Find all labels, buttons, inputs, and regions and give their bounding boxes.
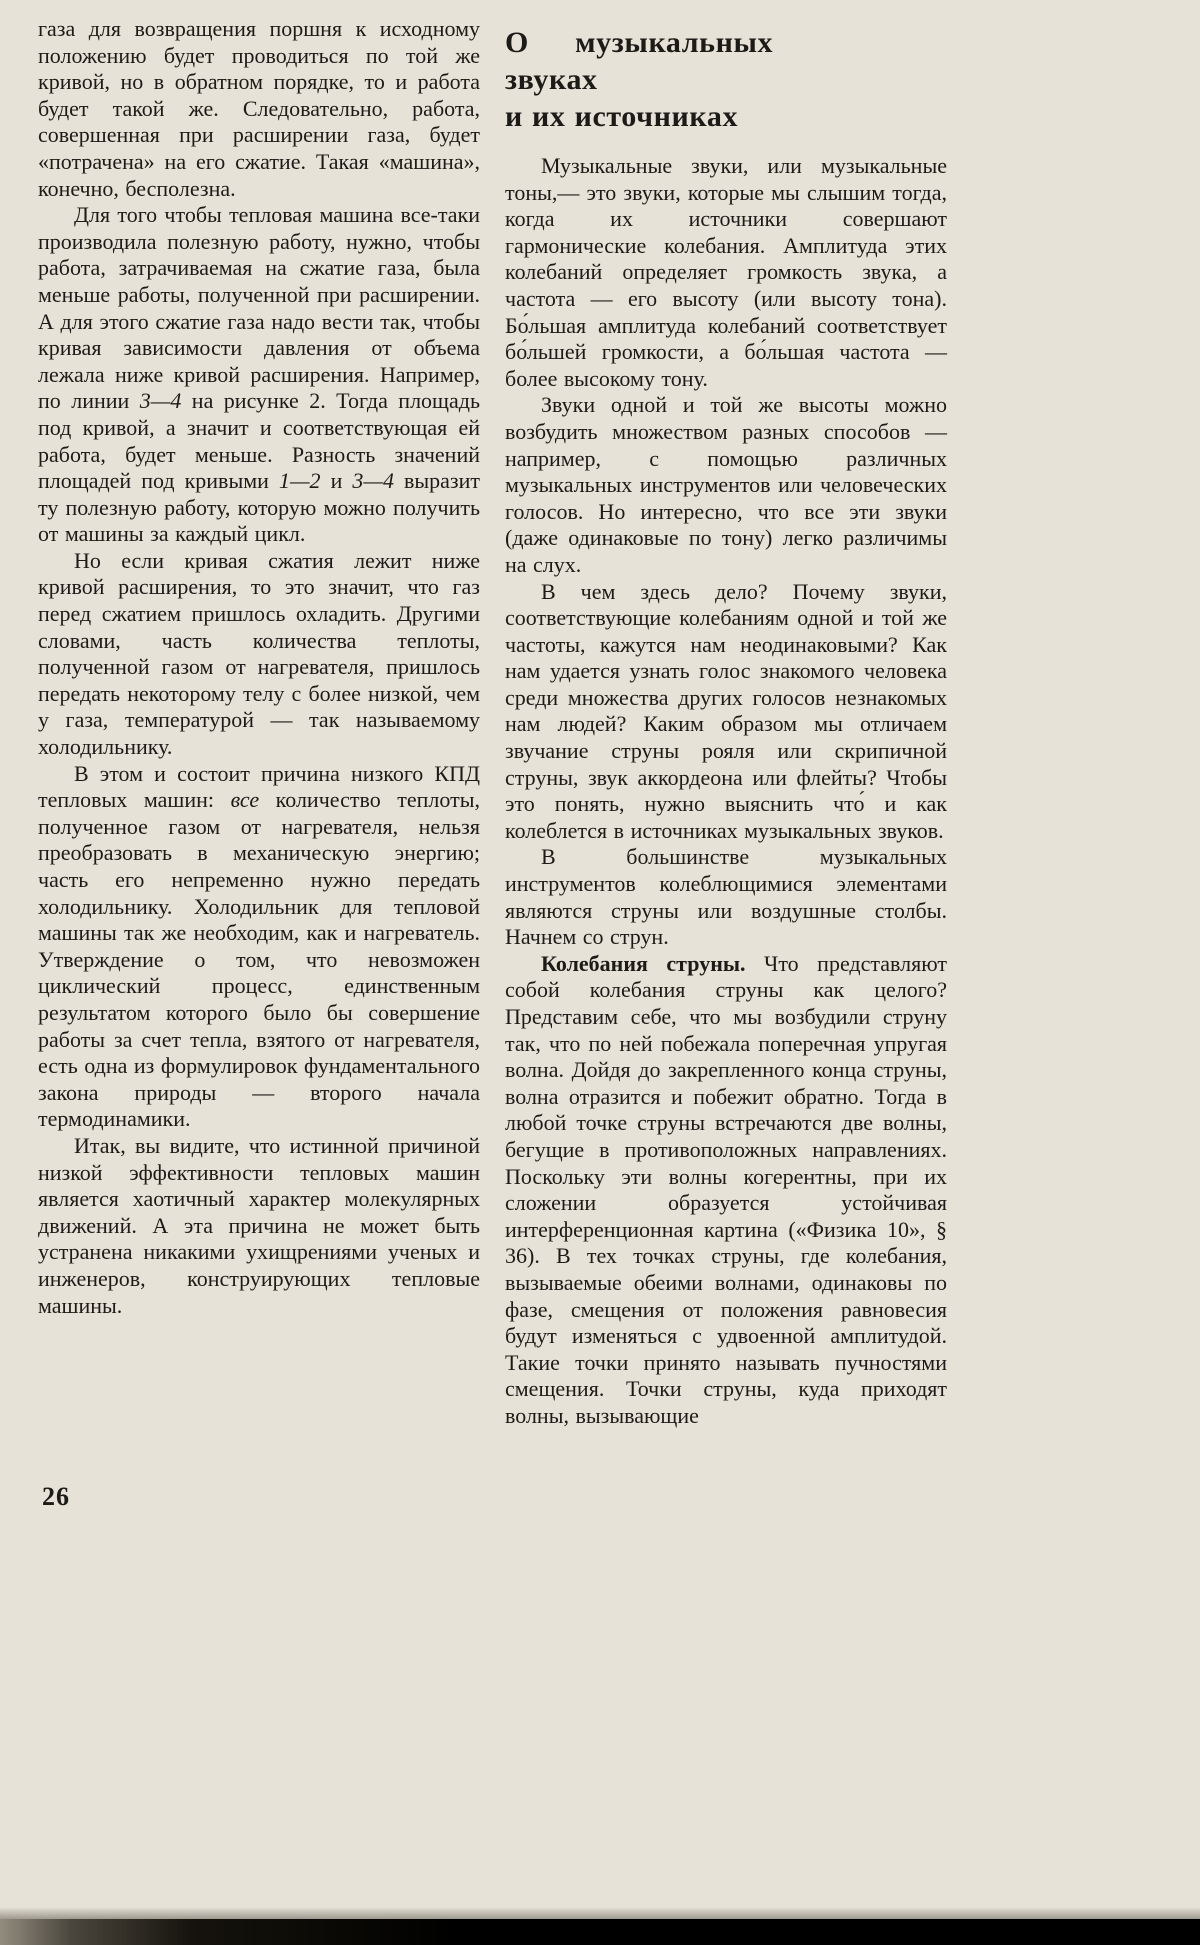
article-title-line-1: О музыкальных bbox=[505, 26, 774, 59]
paragraph bbox=[38, 1133, 480, 1319]
text-run: 1—2 bbox=[278, 468, 321, 494]
text-run: Музыкальные звуки, или музыкальные тоны,— это звуки, которые мы слышим тогда, когда их источники совершают гармонические колебания. Амплитуда этих колебаний определяет громкость звука, а частота — его высоту (или высоту тона). Бо́льшая амплитуда колебаний соответствует бо́льшей громкости, а бо́льшая частота — более высокому тону. bbox=[505, 153, 947, 391]
right-column bbox=[505, 16, 947, 1430]
text-run: Итак, вы видите, что истинной причиной низкой эффективности тепловых машин является хаотичный характер молекулярных движений. А эта причина не может быть устранена никакими ухищрениями ученых и инженеров, конструирующих тепловые машины. bbox=[38, 1132, 480, 1318]
text-run: Что представляют собой колебания струны как целого? Представим себе, что мы возбудили струну так, что по ней побежала поперечная упругая волна. Дойдя до закрепленного конца струны, волна отразится и побежит обратно. Тогда в любой точке струны встречаются две волны, бегущие в противоположных направлениях. Поскольку эти волны когерентны, при их сложении образуется устойчивая интерференционная картина («Физика 10», § 36). В тех точках струны, где колебания, вызываемые обеими волнами, одинаковы по фазе, смещения от положения равновесия будут изменяться с удвоенной амплитудой. Такие точки принято называть пучностями смещения. Точки струны, куда приходят волны, вызывающие bbox=[505, 950, 947, 1428]
paragraph bbox=[38, 761, 480, 1133]
text-run: на рисунке 2. Тогда площадь под кривой, а значит и соответствующая ей работа, будет меньше. Разность значений площадей под кривыми bbox=[38, 388, 480, 494]
paragraph bbox=[505, 153, 947, 392]
right-column-text bbox=[505, 153, 947, 1430]
paragraph bbox=[38, 202, 480, 548]
paragraph bbox=[505, 844, 947, 950]
page-number: 26 bbox=[42, 1482, 70, 1511]
text-run: и bbox=[320, 468, 353, 494]
paragraph bbox=[505, 579, 947, 845]
paragraph bbox=[505, 951, 947, 1430]
article-title-line-3: и их источниках bbox=[505, 100, 739, 133]
paragraph bbox=[505, 392, 947, 578]
text-run: 3—4 bbox=[352, 468, 394, 494]
text-run: Для того чтобы тепловая машина все-таки производила полезную работу, нужно, чтобы работа, затрачиваемая на сжатие газа, была меньше работы, полученной при расширении. А для этого сжатие газа надо вести так, чтобы кривая зависимости давления от объема лежала ниже кривой расширения. Например, по линии bbox=[38, 202, 480, 414]
left-column-text bbox=[38, 16, 480, 1319]
paragraph bbox=[38, 548, 480, 761]
text-run: выразит ту полезную работу, которую можно получить от машины за каждый цикл. bbox=[38, 468, 481, 547]
text-run: В этом и состоит причина низкого КПД тепловых машин: bbox=[38, 760, 480, 813]
article-title bbox=[505, 24, 947, 135]
left-column bbox=[38, 16, 480, 1319]
text-run: В большинстве музыкальных инструментов колеблющимися элементами являются струны или воздушные столбы. Начнем со струн. bbox=[505, 844, 947, 950]
text-run: газа для возвращения поршня к исходному положению будет проводиться по той же кривой, но в обратном порядке, то и работа будет такой же. Следовательно, работа, совершенная при расширении газа, будет «потрачена» на его сжатие. Такая «машина», конечно, бесполезна. bbox=[38, 16, 480, 201]
paragraph bbox=[38, 16, 480, 202]
text-run: все bbox=[230, 787, 260, 813]
text-run: Но если кривая сжатия лежит ниже кривой расширения, то это значит, что газ перед сжатием пришлось охладить. Другими словами, часть количества теплоты, полученной газом от нагревателя, пришлось передать некоторому телу с более низкой, чем у газа, температурой — так называемому холодильнику. bbox=[38, 547, 480, 760]
text-run: количество теплоты, полученное газом от нагревателя, нельзя преобразовать в механическую энергию; часть его непременно нужно передать холодильнику. Холодильник для тепловой машины так же необходим, как и нагреватель. Утверждение о том, что невозможен циклический процесс, единственным результатом которого было бы совершение работы за счет тепла, взятого от нагревателя, есть одна из формулировок фундаментального закона природы — второго начала термодинамики. bbox=[38, 787, 481, 1132]
text-run: Звуки одной и той же высоты можно возбудить множеством разных способов — например, с помощью различных музыкальных инструментов или человеческих голосов. Но интересно, что все эти звуки (даже одинаковые по тону) легко различимы на слух. bbox=[505, 392, 947, 577]
text-run: Колебания струны. bbox=[541, 950, 746, 976]
scan-shadow-artifact bbox=[0, 1907, 1200, 1919]
scan-edge-artifact bbox=[0, 1919, 1200, 1945]
text-run: 3—4 bbox=[139, 388, 182, 414]
article-title-line-2: звуках bbox=[505, 63, 598, 96]
text-run: В чем здесь дело? Почему звуки, соответствующие колебаниям одной и той же частоты, кажутся нам неодинаковыми? Как нам удается узнать голос знакомого человека среди множества других голосов незнакомых нам людей? Каким образом мы отличаем звучание струны рояля или скрипичной струны, звук аккордеона или флейты? Чтобы это понять, нужно выяснить что́ и как колеблется в источниках музыкальных звуков. bbox=[505, 578, 947, 843]
